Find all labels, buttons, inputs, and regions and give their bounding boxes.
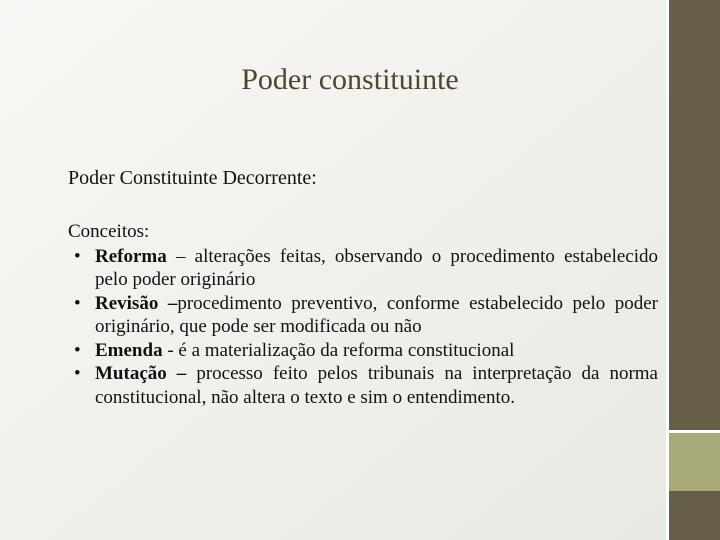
bullet-term: Mutação –	[95, 363, 187, 384]
list-item-revisao	[68, 292, 658, 339]
list-item-reforma	[68, 245, 658, 292]
slide-subheading: Poder Constituinte Decorrente:	[68, 167, 317, 189]
bullet-icon: •	[74, 292, 81, 314]
bullet-text: – alterações feitas, observando o procedimento estabelecido pelo poder originário	[95, 245, 658, 290]
slide-body	[68, 220, 658, 409]
bullet-term: Revisão –	[95, 292, 178, 314]
slide-title: Poder constituinte	[241, 63, 459, 96]
concepts-list	[68, 245, 658, 410]
concepts-label: Conceitos:	[68, 221, 150, 242]
list-item-emenda	[68, 339, 658, 363]
bullet-term: Reforma	[95, 245, 167, 267]
bullet-icon: •	[74, 339, 81, 361]
bullet-icon: •	[74, 245, 81, 267]
bullet-text: procedimento preventivo, conforme estabelecido pelo poder originário, que pode ser modificada ou não	[95, 292, 659, 337]
bullet-term: Emenda	[95, 339, 163, 361]
sidebar-dark-band	[669, 0, 720, 430]
bullet-text: - é a materialização da reforma constitucional	[162, 339, 515, 361]
sidebar-base-band	[669, 491, 720, 540]
sidebar-accent-band	[669, 433, 720, 491]
bullet-text: processo feito pelos tribunais na interpretação da norma constitucional, não altera o texto e sim o entendimento.	[95, 363, 658, 408]
bullet-icon: •	[74, 363, 81, 384]
list-item-mutacao	[68, 362, 658, 409]
